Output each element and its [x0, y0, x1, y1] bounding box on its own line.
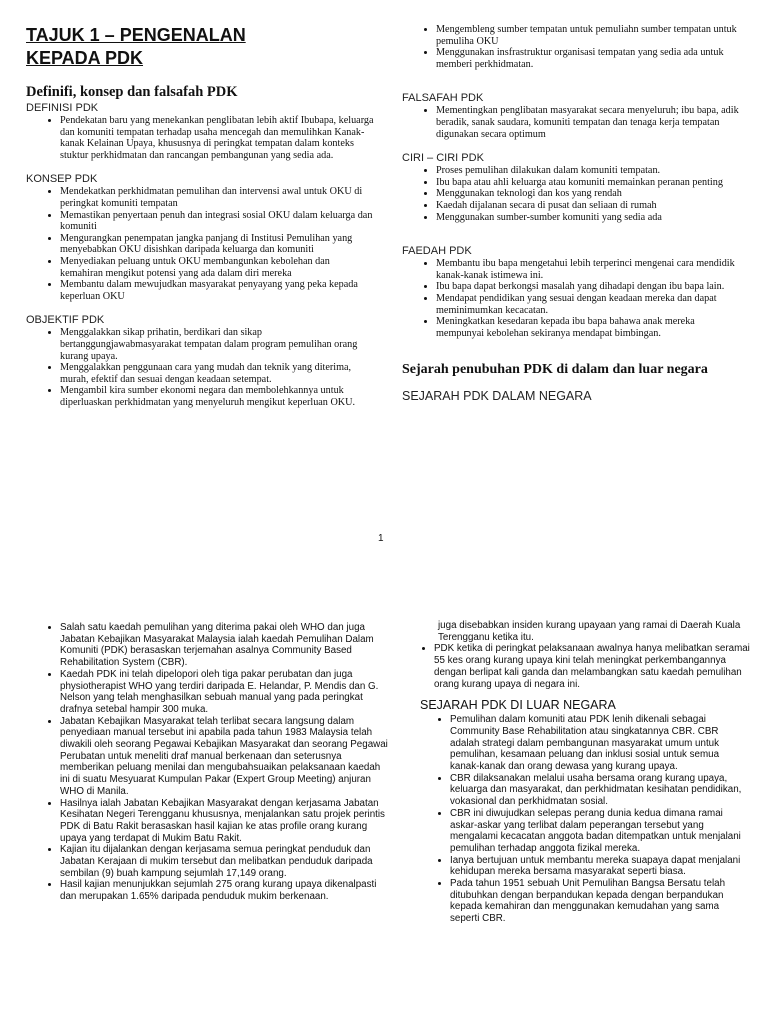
list-item: • CBR ini diwujudkan selepas perang dunia kedua dimana ramai askar-askar yang terlibat dalam peperangan tersebut yang mengalami kecacatan anggota badan ditempatkan untuk menjalani pemulihan terhadap anggota fizikal mereka. [450, 808, 750, 855]
list-item: • Menggunakan insfrastruktur organisasi tempatan yang sedia ada untuk memberi perkhidmatan. [436, 47, 742, 70]
list-item: • Kajian itu dijalankan dengan kerjasama semua peringkat penduduk dan Jabatan Kerajaan di mukim tersebut dan melibatkan penduduk daripada sembilan (9) buah kampung sejumlah 17,149 orang. [60, 844, 392, 879]
left-column [26, 24, 374, 408]
list-item: • Pemulihan dalam komuniti atau PDK lenih dikenali sebagai Community Base Rehabilitation atau singkatannya CBR. CBR adalah strategi dalam pembangunan masyarakat umum untuk pemulihan, kesamaan peluang dan inklusi sosial untuk semua kanak-kanak dan orang dewasa yang kurang upaya. [450, 714, 750, 773]
list-item: • Jabatan Kebajikan Masyarakat telah terlibat secara langsung dalam penyediaan manual tersebut ini apabila pada tahun 1983 Malaysia telah diwakili oleh seorang Pegawai Kebajikan Masyarakat dan seorang Pegawai Perubatan untuk meneliti draf manual berkenaan dan seterusnya memberikan peluang menilai dan mengubahsuaikan pelaksanaan kaedah ini di suatu Mesyuarat Kumpulan Pakar (Expert Group Meeting) anjuran WHO di Manila. [60, 716, 392, 798]
list-item: • Ianya bertujuan untuk membantu mereka suapaya dapat menjalani kehidupan mereka bersama masyarakat seperti biasa. [450, 855, 750, 878]
objektif-list-continued [402, 24, 742, 70]
objektif-list [26, 327, 374, 408]
continued-paragraph: juga disebabkan insiden kurang upayaan yang ramai di Daerah Kuala Terengganu ketika itu. [438, 620, 741, 643]
list-item: • Pada tahun 1951 sebuah Unit Pemulihan Bangsa Bersatu telah ditubuhkan dengan berpandukan kepada dengan berpandukan kepada kemahiran dan menggunakan kemudahan yang sama seperti CBR. [450, 878, 750, 925]
list-item: • Menggalakkan penggunaan cara yang mudah dan teknik yang diterima, murah, efektif dan sesuai dengan keadaan setempat. [60, 362, 374, 385]
section-heading-definisi: DEFINISI PDK [26, 102, 99, 114]
history-title: Sejarah penubuhan PDK di dalam dan luar negara [402, 362, 708, 378]
list-item: • Proses pemulihan dilakukan dalam komuniti tempatan. [436, 165, 742, 177]
right-column-page-2 [410, 620, 750, 925]
falsafah-list [402, 105, 742, 140]
right-column [402, 24, 742, 403]
faedah-list [402, 258, 742, 339]
section-heading-falsafah: FALSAFAH PDK [402, 92, 484, 105]
history-local-list-continued [410, 643, 750, 690]
list-item: • Mengembleng sumber tempatan untuk pemuliahn sumber tempatan untuk pemuliha OKU [436, 24, 742, 47]
chapter-title-line-2: KEPADA PDK [26, 48, 144, 68]
section-subtitle: Definifi, konsep dan falsafah PDK [26, 84, 238, 100]
list-item: • Mendekatkan perkhidmatan pemulihan dan intervensi awal untuk OKU di peringkat komuniti tempatan [60, 186, 374, 209]
list-item: • Membantu ibu bapa mengetahui lebih terperinci mengenai cara mendidik kanak-kanak istimewa ini. [436, 258, 742, 281]
list-item: • Kaedah dijalanan secara di pusat dan seliaan di rumah [436, 200, 742, 212]
list-item: • Kaedah PDK ini telah dipelopori oleh tiga pakar perubatan dan juga physiotherapist WHO yang terdiri daripada E. Helandar, P. Mendis dan G. Nelson yang telah menghasilkan sebuah manual yang pada peringkat drafnya setebal hampir 300 muka. [60, 669, 392, 716]
list-item: • Ibu bapa atau ahli keluarga atau komuniti memainkan peranan penting [436, 177, 742, 189]
list-item: • Membantu dalam mewujudkan masyarakat penyayang yang peka kepada keperluan OKU [60, 279, 374, 302]
chapter-title-line-1: TAJUK 1 – PENGENALAN [26, 25, 246, 45]
list-item: • Menggalakkan sikap prihatin, berdikari dan sikap bertanggungjawabmasyarakat tempatan dalam program pemulihan orang kurang upaya. [60, 327, 374, 362]
history-local-list [36, 622, 392, 903]
definisi-list [26, 115, 374, 161]
list-item: • Ibu bapa dapat berkongsi masalah yang dihadapi dengan ibu bapa lain. [436, 281, 742, 293]
section-heading-faedah: FAEDAH PDK [402, 245, 472, 258]
list-item: • Meningkatkan kesedaran kepada ibu bapa bahawa anak mereka mempunyai kebolehan sekiranya mendapat bimbingan. [436, 316, 742, 339]
list-item: • Pendekatan baru yang menekankan penglibatan lebih aktif Ibubapa, keluarga dan komuniti tempatan terhadap usaha mencegah dan memulihkan Kanak- kanak Kelainan Upaya, khususnya di peringkat tempatan dalam konteks stuktur perkhidmatan dan rancangan pembangunan yang sedia ada. [60, 115, 374, 161]
section-heading-ciri: CIRI – CIRI PDK [402, 152, 484, 165]
list-item: • Menyediakan peluang untuk OKU membangunkan kebolehan dan kemahiran mengikut potensi yang ada dalam diri mereka [60, 256, 374, 279]
list-item: • Menggunakan sumber-sumber komuniti yang sedia ada [436, 212, 742, 224]
chapter-title [26, 24, 374, 70]
section-heading-objektif: OBJEKTIF PDK [26, 314, 105, 327]
list-item: • Salah satu kaedah pemulihan yang diterima pakai oleh WHO dan juga Jabatan Kebajikan Masyarakat Malaysia ialah kaedah Pemulihan Dalam Komuniti (PDK) berasaskan terjemahan asalnya Community Based Rehabilitation System (CBR). [60, 622, 392, 669]
left-column-page-2 [36, 622, 392, 903]
history-abroad-list [410, 714, 750, 925]
ciri-list [402, 165, 742, 223]
history-subheading: SEJARAH PDK DALAM NEGARA [402, 389, 592, 404]
document-page-2 [0, 566, 768, 1024]
history-abroad-heading: SEJARAH PDK DI LUAR NEGARA [420, 698, 616, 713]
list-item: • Mengurangkan penempatan jangka panjang di Institusi Pemulihan yang menyebabkan OKU disishkan daripada keluarga dan komuniti [60, 233, 374, 256]
section-heading-konsep: KONSEP PDK [26, 173, 98, 186]
list-item: • Menggunakan teknologi dan kos yang rendah [436, 188, 742, 200]
list-item: • Hasilnya ialah Jabatan Kebajikan Masyarakat dengan kerjasama Jabatan Kesihatan Negeri Terengganu khususnya, menjalankan satu projek perintis PDK di Batu Rakit berasaskan hasil kajian ke atas profile orang kurang upaya yang terdapat di Mukim Batu Rakit. [60, 798, 392, 845]
list-item: • CBR dilaksanakan melalui usaha bersama orang kurang upaya, keluarga dan masyarakat, dan perkhidmatan kesihatan pendidikan, vokasional dan perkhidmatan sosial. [450, 773, 750, 808]
list-item: • PDK ketika di peringkat pelaksanaan awalnya hanya melibatkan seramai 55 kes orang kurang upaya kini telah meningkat perkembangannya dengan berlipat kali ganda dan melambangkan satu kaedah pemulihan orang kurang upaya di negara ini. [434, 643, 750, 690]
konsep-list [26, 186, 374, 302]
list-item: • Mengambil kira sumber ekonomi negara dan membolehkannya untuk diperluaskan perkhidmatan yang menyeluruh mengikut keperluan OKU. [60, 385, 374, 408]
list-item: • Memastikan penyertaan penuh dan integrasi sosial OKU dalam keluarga dan komuniti [60, 210, 374, 233]
list-item: • Mementingkan penglibatan masyarakat secara menyeluruh; ibu bapa, adik beradik, sanak saudara, komuniti tempatan dan tenaga kerja tempatan digunakan secara optimum [436, 105, 742, 140]
list-item: • Mendapat pendidikan yang sesuai dengan keadaan mereka dan dapat meminimumkan kecacatan. [436, 293, 742, 316]
page-number: 1 [378, 533, 384, 544]
list-item: • Hasil kajian menunjukkan sejumlah 275 orang kurang upaya dikenalpasti dan merupakan 1.65% daripada penduduk mukim berkenaan. [60, 879, 392, 902]
